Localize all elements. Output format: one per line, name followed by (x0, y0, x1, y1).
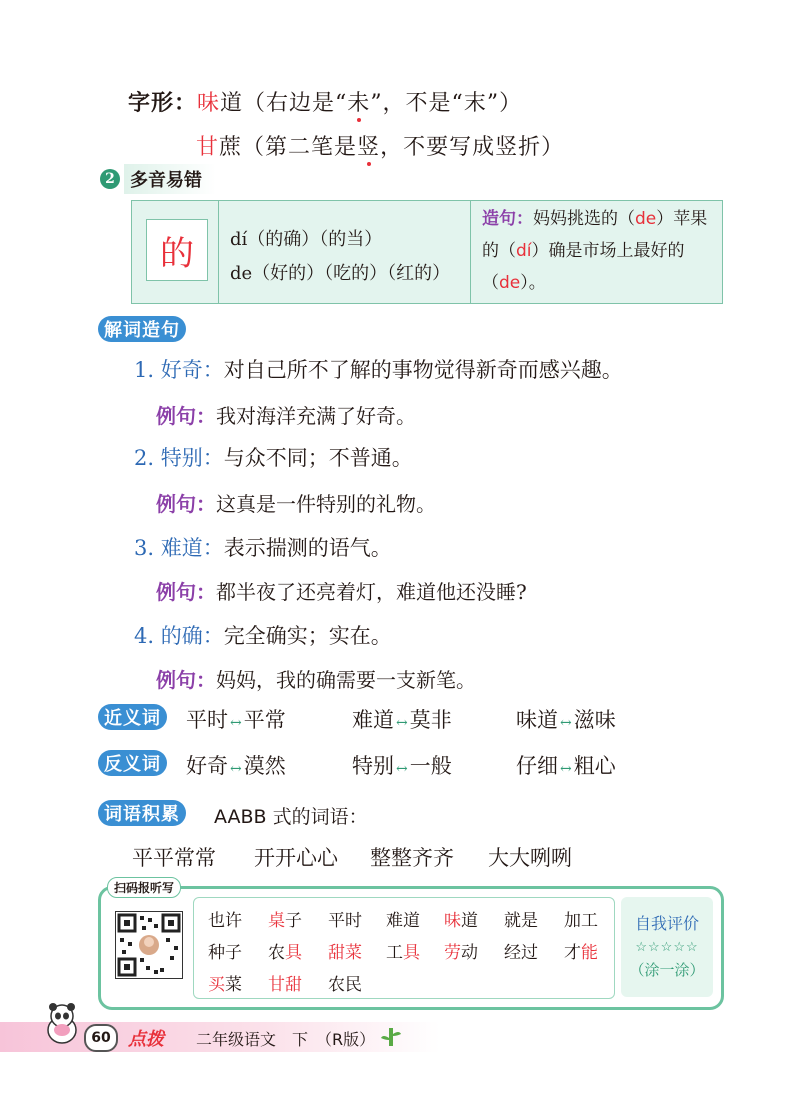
word: 滋味 (573, 708, 616, 732)
page-number: 60 (84, 1024, 118, 1052)
section-number: 2 (100, 169, 120, 189)
accumulate-badge: 词语积累 (98, 800, 186, 826)
example-sentence: 我对海洋充满了好奇。 (216, 404, 416, 428)
word-part: 能 (581, 943, 598, 963)
vocab-example-3 (156, 576, 527, 605)
word: 莫非 (409, 708, 452, 732)
double-arrow-icon: ↔ (560, 715, 572, 731)
example-text: ）。 (520, 273, 546, 293)
glyph-text: （第二笔是 (242, 135, 358, 160)
word: 特别 (352, 754, 394, 778)
polyphone-box (131, 200, 723, 304)
example-label: 例句： (156, 492, 216, 516)
glyph-text: ”） (486, 91, 523, 116)
aabb-word: 开开心心 (254, 846, 338, 870)
self-eval-title: 自我评价 (634, 914, 699, 933)
word-part: 工 (386, 943, 403, 963)
example-pinyin: de (635, 209, 657, 229)
example-sentence: 妈妈，我的确需要一支新笔。 (216, 668, 476, 692)
word-part: 甘甜 (268, 975, 302, 995)
word: 平常 (243, 708, 286, 732)
word-part: 桌 (268, 911, 285, 931)
polyphone-char-cell (146, 219, 208, 281)
vocab-example-1 (156, 400, 416, 429)
double-arrow-icon: ↔ (230, 761, 242, 777)
dictation-word: 经过 (504, 943, 538, 963)
glyph-row-1 (128, 86, 522, 117)
vocab-def: 对自己所不了解的事物觉得新奇而感兴趣。 (223, 358, 623, 382)
paint-hint: （涂一涂） (629, 961, 705, 979)
example-pinyin: dí (516, 241, 532, 261)
double-arrow-icon: ↔ (396, 761, 408, 777)
panda-icon (42, 1000, 82, 1046)
vocab-def: 与众不同；不普通。 (223, 446, 413, 470)
dictation-word (444, 938, 478, 963)
example-label: 例句： (156, 404, 216, 428)
word-part: 劳 (444, 943, 461, 963)
reading-2: de（好的）（吃的）（红的） (230, 263, 451, 284)
word-part: 菜 (225, 975, 242, 995)
section-title: 多音易错 (124, 164, 216, 194)
dictation-box (98, 881, 724, 1010)
glyph-text: ，不要写成竖折） (380, 135, 565, 160)
polyphone-example (482, 203, 712, 299)
aabb-word: 平平常常 (132, 846, 216, 870)
vocab-def: 表示揣测的语气。 (223, 536, 392, 560)
synonym-pair (186, 704, 286, 734)
glyph-text: （右边是“ (243, 91, 348, 116)
word-part: 甜菜 (328, 943, 362, 963)
glyph-row-2 (196, 130, 564, 161)
glyph-char2: 蔗 (219, 135, 243, 160)
double-arrow-icon: ↔ (396, 715, 408, 731)
qr-code[interactable] (115, 911, 183, 979)
aabb-word: 整整齐齐 (370, 846, 454, 870)
word-part: 才 (564, 943, 581, 963)
star-rating[interactable]: ☆☆☆☆☆ (635, 940, 699, 955)
glyph-char2: 道 (220, 91, 244, 116)
glyph-char: 甘 (196, 135, 220, 160)
book-title: 二年级语文 下 （R版） (196, 1030, 376, 1049)
word: 味道 (516, 708, 558, 732)
dictation-words (193, 897, 615, 999)
synonym-badge: 近义词 (98, 704, 167, 730)
dictation-word (444, 906, 478, 931)
word-part: 农 (268, 943, 285, 963)
example-label: 造句： (482, 209, 533, 229)
vocab-term: 1. 好奇： (134, 358, 224, 382)
glyph-label: 字形： (128, 91, 198, 116)
example-sentence: 都半夜了还亮着灯，难道他还没睡? (216, 580, 527, 604)
dictation-word: 难道 (386, 911, 420, 931)
vocab-term: 2. 特别： (134, 446, 224, 470)
example-label: 例句： (156, 668, 216, 692)
bamboo-icon (380, 1026, 402, 1048)
vocab-term: 3. 难道： (134, 536, 224, 560)
word: 好奇 (186, 754, 228, 778)
example-text: 妈妈挑选的（ (533, 209, 635, 229)
glyph-char: 味 (197, 91, 221, 116)
vocab-item-4 (134, 620, 392, 650)
vocab-item-2 (134, 442, 413, 472)
synonym-pair (516, 704, 616, 734)
example-label: 例句： (156, 580, 216, 604)
glyph-text: 末 (463, 91, 487, 116)
word-part: 道 (461, 911, 478, 931)
word: 一般 (409, 754, 452, 778)
word-part: 买 (208, 975, 225, 995)
vocab-example-4 (156, 664, 476, 693)
example-text: ）确是市场上最好的（ (482, 241, 685, 293)
antonym-badge: 反义词 (98, 750, 167, 776)
double-arrow-icon: ↔ (560, 761, 572, 777)
polyphone-header (100, 166, 216, 192)
dictation-word: 加工 (564, 911, 598, 931)
scan-label: 扫码报听写 (107, 877, 181, 898)
dictation-word: 农民 (328, 975, 362, 995)
vocab-item-3 (134, 532, 392, 562)
antonym-pair (352, 750, 452, 780)
word-part: 动 (461, 943, 478, 963)
double-arrow-icon: ↔ (230, 715, 242, 731)
vocab-badge: 解词造句 (98, 316, 186, 342)
polyphone-char: 的 (160, 233, 194, 274)
synonym-pair (352, 704, 452, 734)
dictation-word (208, 970, 242, 995)
example-pinyin: de (499, 273, 521, 293)
vocab-example-2 (156, 488, 436, 517)
example-text: ）苹果的（ (482, 209, 708, 261)
vocab-term: 4. 的确： (134, 624, 224, 648)
reading-1: dí（的确）（的当） (230, 229, 383, 250)
dictation-word (564, 938, 598, 963)
dictation-word (268, 970, 302, 995)
aabb-word: 大大咧咧 (488, 846, 572, 870)
word: 平时 (186, 708, 228, 732)
accumulate-title: AABB 式的词语： (214, 806, 368, 828)
dictation-word (268, 938, 302, 963)
antonym-pair (516, 750, 616, 780)
word: 漠然 (243, 754, 286, 778)
glyph-highlight: 未 (347, 91, 371, 116)
self-evaluation (621, 897, 713, 997)
brand-logo: 点拨 (128, 1029, 164, 1050)
word: 粗心 (573, 754, 616, 778)
vocab-item-1 (134, 354, 623, 384)
word-part: 具 (285, 943, 302, 963)
word: 难道 (352, 708, 394, 732)
dictation-word (386, 938, 420, 963)
word-part: 具 (403, 943, 420, 963)
glyph-text: ”，不是“ (370, 91, 464, 116)
dictation-word: 种子 (208, 943, 242, 963)
dictation-word (328, 938, 362, 963)
glyph-highlight: 竖 (357, 135, 381, 160)
word-part: 味 (444, 911, 461, 931)
word-part: 子 (285, 911, 302, 931)
dictation-word: 就是 (504, 911, 538, 931)
dictation-word: 也许 (208, 911, 242, 931)
dictation-word: 平时 (328, 911, 362, 931)
antonym-pair (186, 750, 286, 780)
word: 仔细 (516, 754, 558, 778)
vocab-def: 完全确实；实在。 (223, 624, 392, 648)
example-sentence: 这真是一件特别的礼物。 (216, 492, 436, 516)
dictation-word (268, 906, 302, 931)
